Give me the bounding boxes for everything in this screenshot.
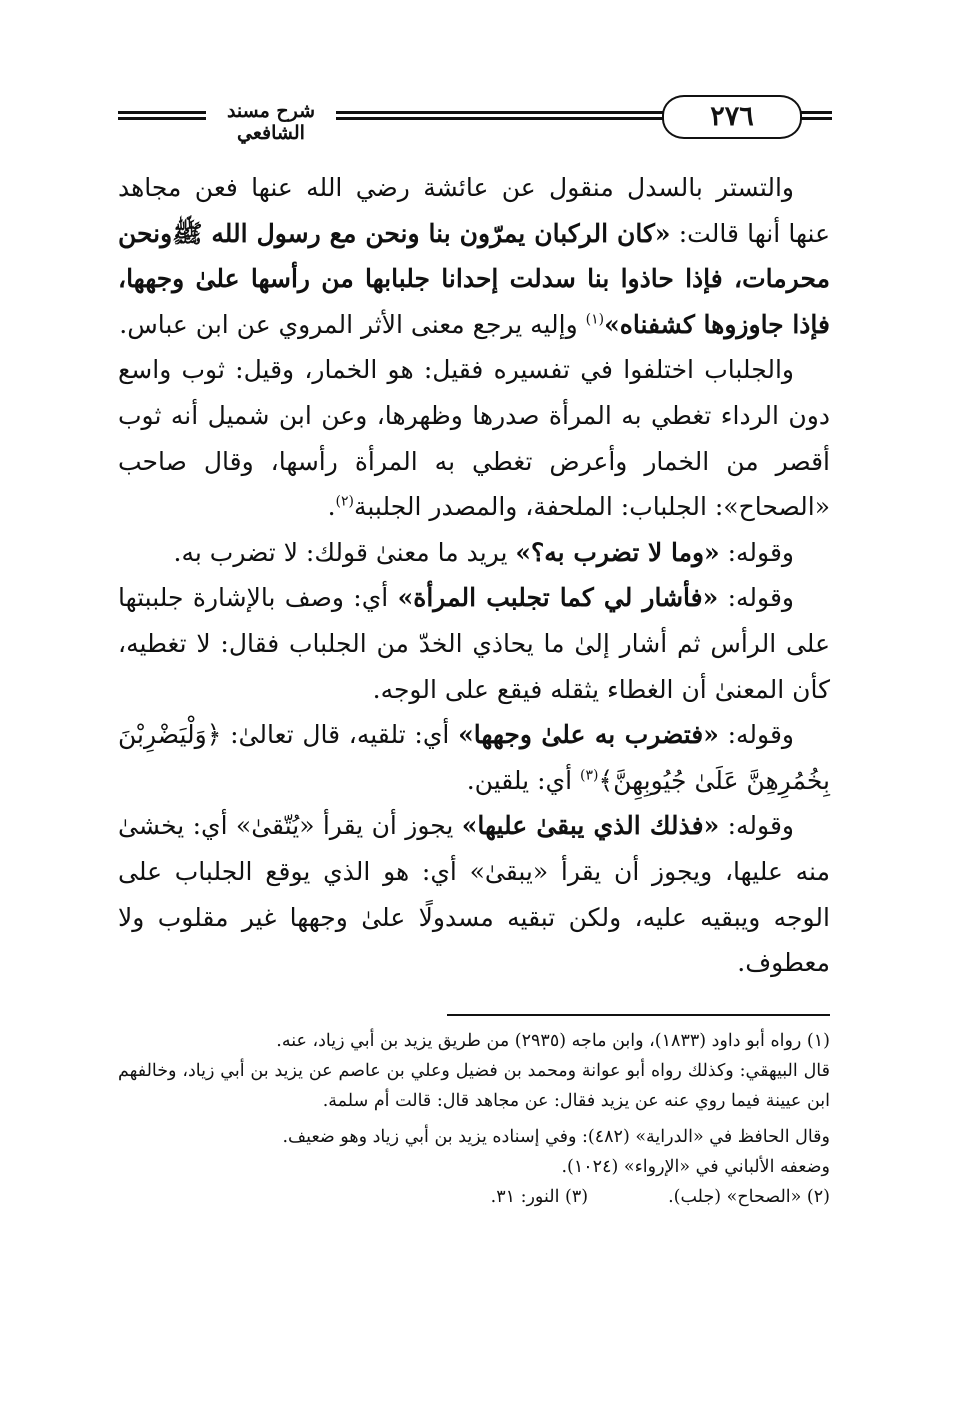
footnote-ref-2: (٢) [335, 493, 354, 510]
text-run: . [327, 492, 336, 522]
hadith-quote: «فأشار لي كما تجلبب المرأة» [397, 583, 719, 613]
paragraph-6 [118, 803, 830, 985]
hadith-quote: «فذلك الذي يبقىٰ عليها» [461, 811, 720, 841]
footnote-separator [447, 1014, 830, 1016]
hadith-quote: «وما لا تضرب به؟» [515, 537, 720, 567]
footnote-1-line-1: (١) رواه أبو داود (١٨٣٣)، وابن ماجه (٢٩٣٥) من طريق يزيد بن أبي زياد، عنه. [276, 1031, 830, 1051]
page-number: ٢٧٦ [662, 95, 802, 139]
footnote-1-line-3: وقال الحافظ في «الدراية» (٤٨٢): وفي إسناده يزيد بن أبي زياد وهو ضعيف. [282, 1127, 830, 1147]
text-run: وقوله: [718, 583, 794, 613]
paragraph-5 [118, 712, 830, 803]
paragraph-4 [118, 575, 830, 712]
footnotes-2-3 [118, 1182, 830, 1212]
text-run: وقوله: [719, 811, 794, 841]
text-run: والجلباب اختلفوا في تفسيره فقيل: هو الخمار، وقيل: ثوب واسع دون الرداء تغطي به المرأة صدرها وظهرها، وعن ابن شميل أنه ثوب أقصر من الخمار وأعرض تغطي به المرأة رأسها، وقال صاحب «الصحاح»: الجلباب: الملحفة، والمصدر الجلببة [118, 355, 830, 522]
text-run: أي: يلقين. [466, 765, 580, 795]
footnotes [118, 1026, 830, 1212]
text-run: أي: تلقيه، قال تعالىٰ: [221, 720, 459, 750]
footnote-3: (٣) النور: ٣١. [490, 1187, 589, 1207]
header-rule-right [798, 111, 832, 120]
main-text [118, 165, 830, 986]
footnote-ref-1: (١) [585, 311, 605, 328]
paragraph-3 [118, 530, 830, 576]
page-header [118, 92, 830, 142]
footnote-2: (٢) «الصحاح» (جلب). [668, 1187, 830, 1207]
footnote-ref-3: (٣) [579, 767, 599, 784]
hadith-quote: «فتضرب به علىٰ وجهها» [458, 720, 719, 750]
footnote-1-line-4: وضعفه الألباني في «الإرواء» (١٠٢٤). [561, 1157, 830, 1177]
hadith-quote: «كان الركبان يمرّون بنا ونحن مع رسول الله ﷺونحن محرمات، فإذا حاذوا بنا سدلت إحدانا جلبابها من رأسها علىٰ وجهها، فإذا جاوزوها كشفناه» [118, 218, 830, 339]
text-run: وإليه يرجع معنى الأثر المروي عن ابن عباس. [119, 309, 586, 339]
paragraph-2 [118, 347, 830, 529]
footnote-1-line-2: قال البيهقي: وكذلك رواه أبو عوانة ومحمد بن فضيل وعلي بن عاصم عن يزيد بن أبي زياد، وخالفهم ابن عيينة فيما روي عنه عن يزيد فقال: عن مجاهد قال: قالت أم سلمة. [118, 1061, 830, 1111]
quran-verse: ﴿وَلْيَضْرِبْنَ بِخُمُرِهِنَّ عَلَىٰ جُيُوبِهِنَّ﴾ [118, 720, 830, 795]
text-run: وقوله: [718, 720, 794, 750]
text-run: يجوز أن يقرأ «يُتّقىٰ» أي: يخشىٰ منه عليها، ويجوز أن يقرأ «يبقىٰ» أي: هو الذي يوقع الجلباب على الوجه ويبقيه عليه، ولكن تبقيه مسدولًا علىٰ وجهها غير مقلوب ولا معطوف. [118, 811, 830, 978]
paragraph-1 [118, 165, 830, 347]
text-run: يريد ما معنىٰ قولك: لا تضرب به. [173, 537, 516, 567]
text-run: والتستر بالسدل منقول عن عائشة رضي الله عنها فعن مجاهد عنها أنها قالت: [118, 173, 830, 248]
text-run: أي: وصف بالإشارة جلببتها على الرأس ثم أشار إلىٰ ما يحاذي الخدّ من الجلباب فقال: لا تغطيه، كأن المعنىٰ أن الغطاء يثقله فيقع على الوجه. [118, 583, 830, 704]
running-title: شرح مسند الشافعي [206, 100, 336, 144]
text-run: وقوله: [719, 537, 794, 567]
